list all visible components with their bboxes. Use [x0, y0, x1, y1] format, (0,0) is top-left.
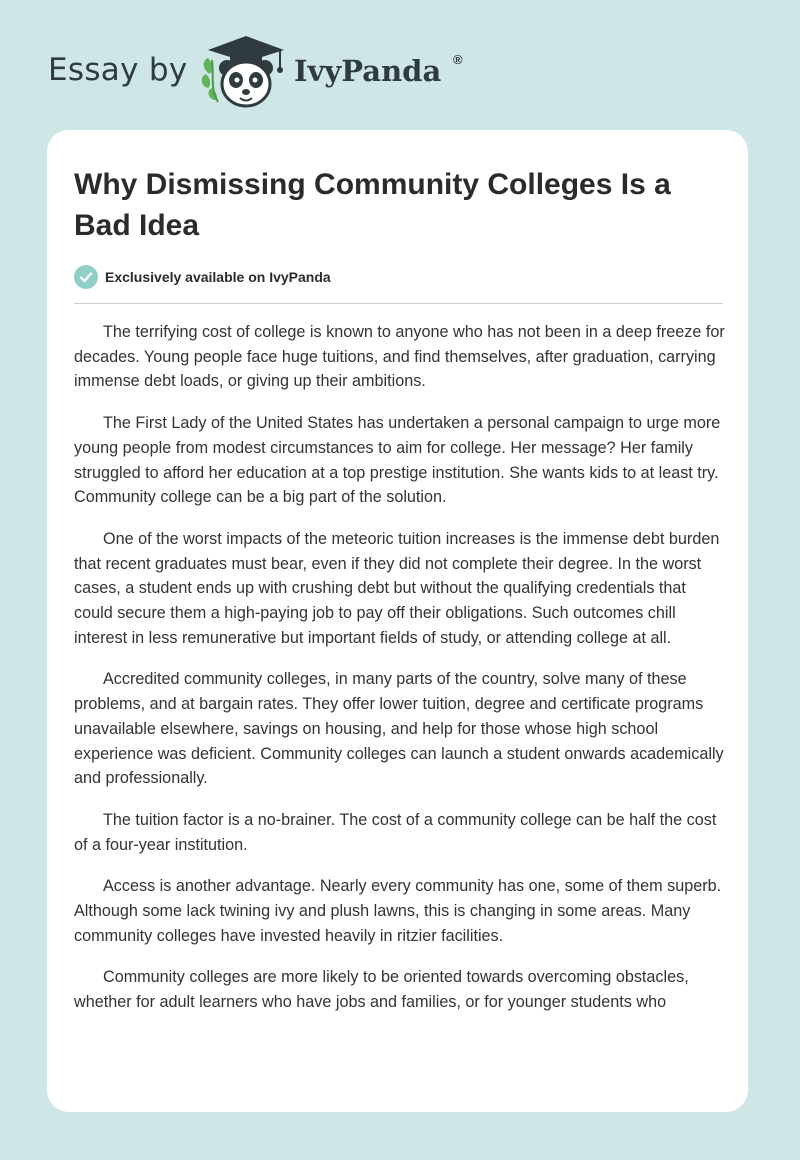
- paragraph: Access is another advantage. Nearly every community has one, some of them superb. Although some lack twining ivy and plush lawns, this is changing in some areas. Many community colleges have invested heavily in ritzier facilities.: [74, 877, 722, 945]
- article-card: [47, 130, 748, 1112]
- paragraph: The tuition factor is a no-brainer. The cost of a community college can be half the cost of a four-year institution.: [74, 810, 717, 854]
- paragraph: One of the worst impacts of the meteoric tuition increases is the immense debt burden that recent graduates must bear, even if they did not complete their degree. In the worst cases, a student ends up with crushing debt but without the qualifying credentials that could secure them a high-paying job to pay off their obligations. Such outcomes chill interest in less remunerative but important fields of study, or attending college at all.: [74, 529, 720, 647]
- paragraph: Community colleges are more likely to be oriented towards overcoming obstacles, whether for adult learners who have jobs and families, or for younger students who: [74, 968, 689, 1012]
- ivypanda-logo-icon: [200, 30, 292, 110]
- page-title: Why Dismissing Community Colleges Is a Bad Idea: [74, 168, 671, 242]
- paragraph: The terrifying cost of college is known to anyone who has not been in a deep freeze for decades. Young people face huge tuitions, and find themselves, after graduation, carrying immense debt loads, or giving up their ambitions.: [74, 323, 725, 391]
- paragraph: The First Lady of the United States has undertaken a personal campaign to urge more young people from modest circumstances to aim for college. Her message? Her family struggled to afford her education at a top prestige institution. She wants kids to at least try. Community college can be a big part of the solution.: [74, 414, 721, 507]
- paragraph: Accredited community colleges, in many parts of the country, solve many of these problems, and at bargain rates. They offer lower tuition, degree and certificate programs unavailable elsewhere, savings on housing, and help for those whose high school experience was deficient. Community colleges can launch a student onwards academically and professionally.: [74, 670, 724, 788]
- site-header: [0, 0, 800, 130]
- brand-name: IvyPanda: [294, 54, 442, 88]
- exclusive-badge: [74, 264, 331, 290]
- article-body: [74, 320, 726, 1032]
- registered-mark: ®: [453, 52, 463, 67]
- divider: [74, 303, 723, 304]
- ivypanda-logo[interactable]: [200, 30, 470, 110]
- essay-by-label: Essay by: [48, 52, 188, 88]
- check-icon: [74, 265, 98, 289]
- badge-label: Exclusively available on IvyPanda: [105, 269, 331, 285]
